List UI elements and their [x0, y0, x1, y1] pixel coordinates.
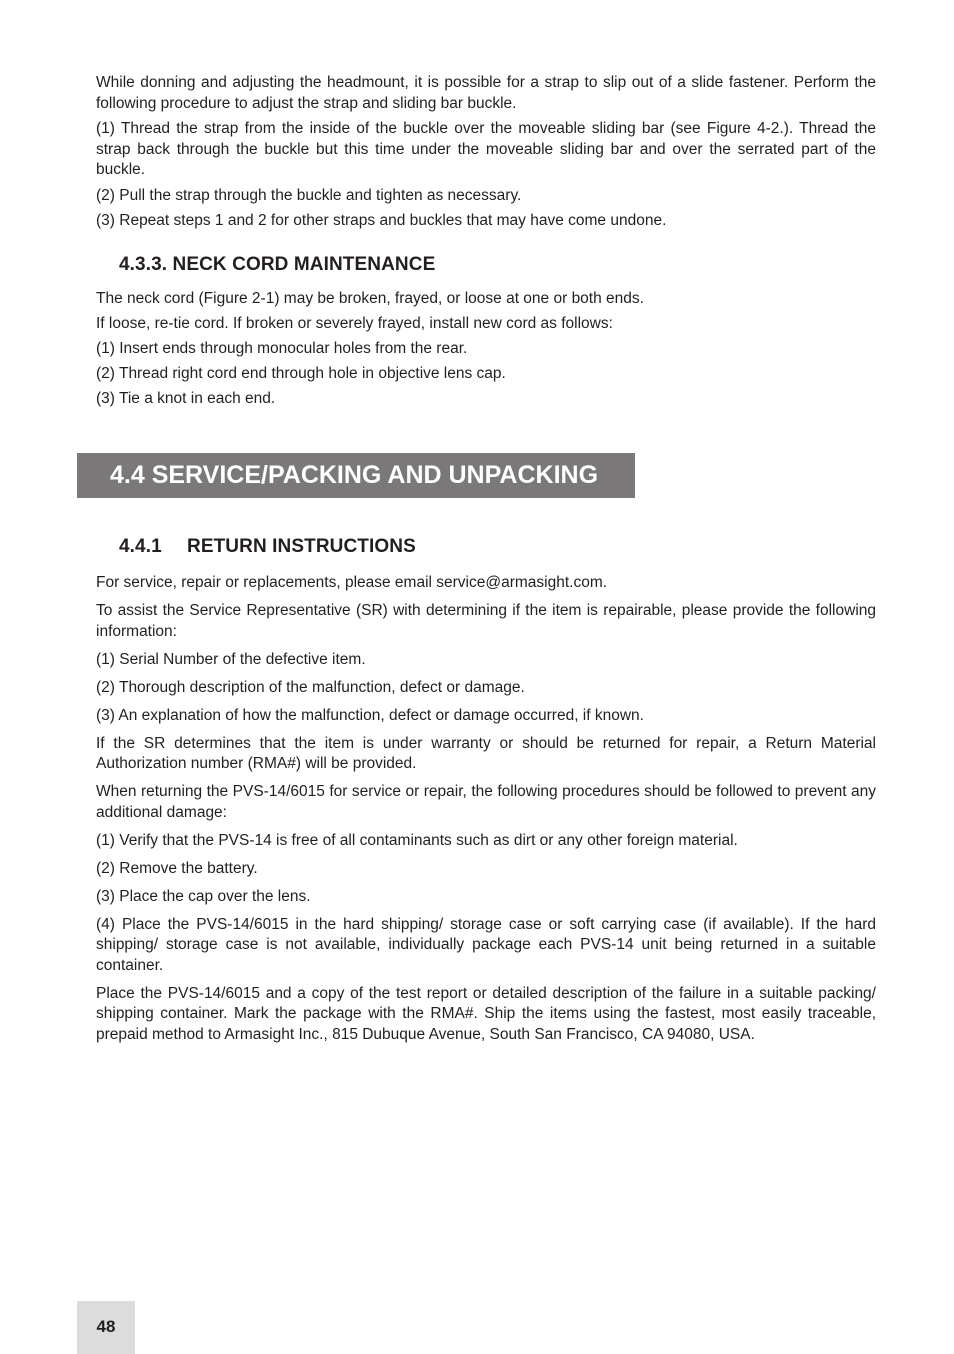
section-title-bar [77, 453, 635, 498]
return-paragraph: When returning the PVS-14/6015 for service or repair, the following procedures should be followed to prevent any additional damage: [96, 783, 876, 821]
neck-cord-step: (1) Insert ends through monocular holes from the rear. [96, 340, 468, 357]
heading-text: RETURN INSTRUCTIONS [187, 536, 416, 557]
return-info-item: (1) Serial Number of the defective item. [96, 650, 366, 668]
intro-paragraph: While donning and adjusting the headmount, it is possible for a strap to slip out of a slide fastener. Perform the following procedure to adjust the strap and sliding bar buckle. [96, 74, 876, 112]
strap-step-3: (3) Repeat steps 1 and 2 for other straps and buckles that may have come undone. [96, 212, 667, 229]
return-paragraph: If the SR determines that the item is under warranty or should be returned for repair, a Return Material Authorization number (RMA#) will be provided. [96, 734, 876, 772]
page-number: 48 [96, 1317, 116, 1336]
neck-cord-block [96, 289, 876, 410]
intro-block [96, 73, 876, 232]
return-procedure-step: (3) Place the cap over the lens. [96, 887, 311, 905]
neck-cord-paragraph: If loose, re-tie cord. If broken or severely frayed, install new cord as follows: [96, 315, 613, 332]
neck-cord-heading: 4.3.3. NECK CORD MAINTENANCE [119, 254, 436, 275]
return-instructions-heading [119, 536, 416, 558]
return-info-item: (2) Thorough description of the malfunction, defect or damage. [96, 678, 525, 696]
return-procedure-step: (4) Place the PVS-14/6015 in the hard shipping/ storage case or soft carrying case (if available). If the hard shipping/ storage case is not available, individually package each PVS-14 unit being returned in a suitable container. [96, 915, 876, 974]
return-shipping-paragraph: Place the PVS-14/6015 and a copy of the test report or detailed description of the failure in a suitable packing/ shipping container. Mark the package with the RMA#. Ship the items using the fastest, most easily traceable, prepaid method to Armasight Inc., 815 Dubuque Avenue, South San Francisco, CA 94080, USA. [96, 984, 876, 1043]
neck-cord-step: (3) Tie a knot in each end. [96, 390, 276, 407]
heading-number: 4.4.1 [119, 536, 162, 557]
section-title: 4.4 SERVICE/PACKING AND UNPACKING [110, 461, 599, 489]
return-paragraph: To assist the Service Representative (SR) with determining if the item is repairable, please provide the following information: [96, 602, 876, 640]
strap-step-1: (1) Thread the strap from the inside of the buckle over the moveable sliding bar (see Figure 4-2.). Thread the strap back through the buckle but this time under the moveable sliding bar and over the serrated part of the buckle. [96, 120, 876, 178]
neck-cord-paragraph: The neck cord (Figure 2-1) may be broken, frayed, or loose at one or both ends. [96, 290, 644, 307]
page-number-box [77, 1301, 135, 1354]
return-procedure-step: (2) Remove the battery. [96, 859, 258, 877]
return-info-item: (3) An explanation of how the malfunction, defect or damage occurred, if known. [96, 706, 644, 724]
return-instructions-block [96, 573, 876, 1045]
neck-cord-step: (2) Thread right cord end through hole in objective lens cap. [96, 365, 506, 382]
return-paragraph: For service, repair or replacements, please email service@armasight.com. [96, 574, 608, 591]
strap-step-2: (2) Pull the strap through the buckle and tighten as necessary. [96, 186, 522, 204]
return-procedure-step: (1) Verify that the PVS-14 is free of all contaminants such as dirt or any other foreign material. [96, 831, 738, 849]
